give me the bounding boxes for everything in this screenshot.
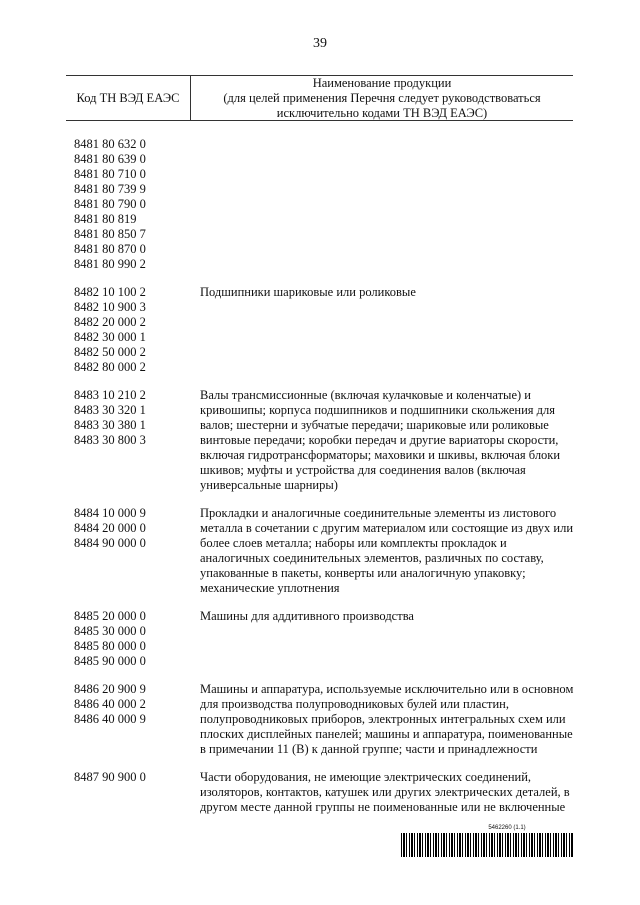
tn-ved-code: 8482 80 000 2 <box>74 360 146 374</box>
tn-ved-code: 8481 80 870 0 <box>74 242 146 256</box>
product-description: Части оборудования, не имеющие электрических соединений, изоляторов, контактов, катушек или других электрических деталей, в другом месте данной группы не поименованные или не включенные <box>200 770 570 814</box>
tn-ved-code: 8485 20 000 0 <box>74 609 146 623</box>
code-cell <box>74 609 200 669</box>
barcode <box>401 825 573 857</box>
product-description: Машины для аддитивного производства <box>200 609 414 623</box>
table-row <box>74 137 574 272</box>
code-cell <box>74 682 200 757</box>
tn-ved-code: 8486 40 000 2 <box>74 697 146 711</box>
tn-ved-code: 8485 30 000 0 <box>74 624 146 638</box>
barcode-image <box>401 833 573 857</box>
tn-ved-code: 8486 20 900 9 <box>74 682 146 696</box>
tn-ved-code: 8487 90 900 0 <box>74 770 146 784</box>
tn-ved-code: 8484 10 000 9 <box>74 506 146 520</box>
tn-ved-code: 8481 80 632 0 <box>74 137 146 151</box>
tn-ved-code: 8481 80 639 0 <box>74 152 146 166</box>
table-header-bottom-rule <box>66 120 573 121</box>
product-description: Машины и аппаратура, используемые исключительно или в основном для производства полупроводниковых булей или пластин, полупроводниковых приборов, электронных интегральных схем или плоских дисплейных панелей; машины и аппаратура, поименованные в примечании 11 (В) к данной группе; части и принадлежности <box>200 682 574 756</box>
tn-ved-code: 8483 10 210 2 <box>74 388 146 402</box>
product-description <box>200 137 574 272</box>
tn-ved-code: 8485 90 000 0 <box>74 654 146 668</box>
header-name-line: Наименование продукции <box>312 76 452 90</box>
tn-ved-code: 8486 40 000 9 <box>74 712 146 726</box>
header-name-line: исключительно кодами ТН ВЭД ЕАЭС) <box>276 106 488 120</box>
code-cell <box>74 137 200 272</box>
tn-ved-code: 8483 30 320 1 <box>74 403 146 417</box>
tn-ved-code: 8481 80 739 9 <box>74 182 146 196</box>
code-cell <box>74 506 200 596</box>
header-code-column: Код ТН ВЭД ЕАЭС <box>66 76 191 120</box>
table-row <box>74 770 574 815</box>
product-description: Прокладки и аналогичные соединительные элементы из листового металла в сочетании с другим материалом или состоящие из двух или более слоев металла; наборы или комплекты прокладок и аналогичных соединительных элементов, различных по составу, упакованные в пакеты, конверты или аналогичную упаковку; механические уплотнения <box>200 506 574 595</box>
table-row <box>74 388 574 493</box>
table-body <box>74 137 574 828</box>
tn-ved-code: 8483 30 800 3 <box>74 433 146 447</box>
tn-ved-code: 8481 80 990 2 <box>74 257 146 271</box>
tn-ved-code: 8482 10 100 2 <box>74 285 146 299</box>
tn-ved-code: 8482 30 000 1 <box>74 330 146 344</box>
tn-ved-code: 8481 80 850 7 <box>74 227 146 241</box>
barcode-label: 5462260 (1.1) <box>488 825 526 831</box>
table-row <box>74 285 574 375</box>
tn-ved-code: 8481 80 710 0 <box>74 167 146 181</box>
tn-ved-code: 8481 80 819 <box>74 212 137 226</box>
product-description: Валы трансмиссионные (включая кулачковые и коленчатые) и кривошипы; корпуса подшипников и подшипники скольжения для валов; шестерни и зубчатые передачи; шариковые или роликовые винтовые передачи; коробки передач и другие вариаторы скорости, включая гидротрансформаторы; маховики и шкивы, включая блоки шкивов; муфты и устройства для соединения валов (включая универсальные шарниры) <box>200 388 561 492</box>
code-cell <box>74 285 200 375</box>
tn-ved-code: 8484 90 000 0 <box>74 536 146 550</box>
tn-ved-code: 8483 30 380 1 <box>74 418 146 432</box>
header-name-line: (для целей применения Перечня следует руководствоваться <box>223 91 541 105</box>
tn-ved-code: 8485 80 000 0 <box>74 639 146 653</box>
product-description: Подшипники шариковые или роликовые <box>200 285 416 299</box>
tn-ved-code: 8482 20 000 2 <box>74 315 146 329</box>
code-cell <box>74 388 200 493</box>
tn-ved-code: 8482 10 900 3 <box>74 300 146 314</box>
tn-ved-code: 8482 50 000 2 <box>74 345 146 359</box>
tn-ved-code: 8484 20 000 0 <box>74 521 146 535</box>
tn-ved-code: 8481 80 790 0 <box>74 197 146 211</box>
table-row <box>74 682 574 757</box>
code-cell <box>74 770 200 815</box>
page-number: 39 <box>313 36 327 51</box>
header-name-column <box>191 76 573 121</box>
table-row <box>74 506 574 596</box>
table-row <box>74 609 574 669</box>
